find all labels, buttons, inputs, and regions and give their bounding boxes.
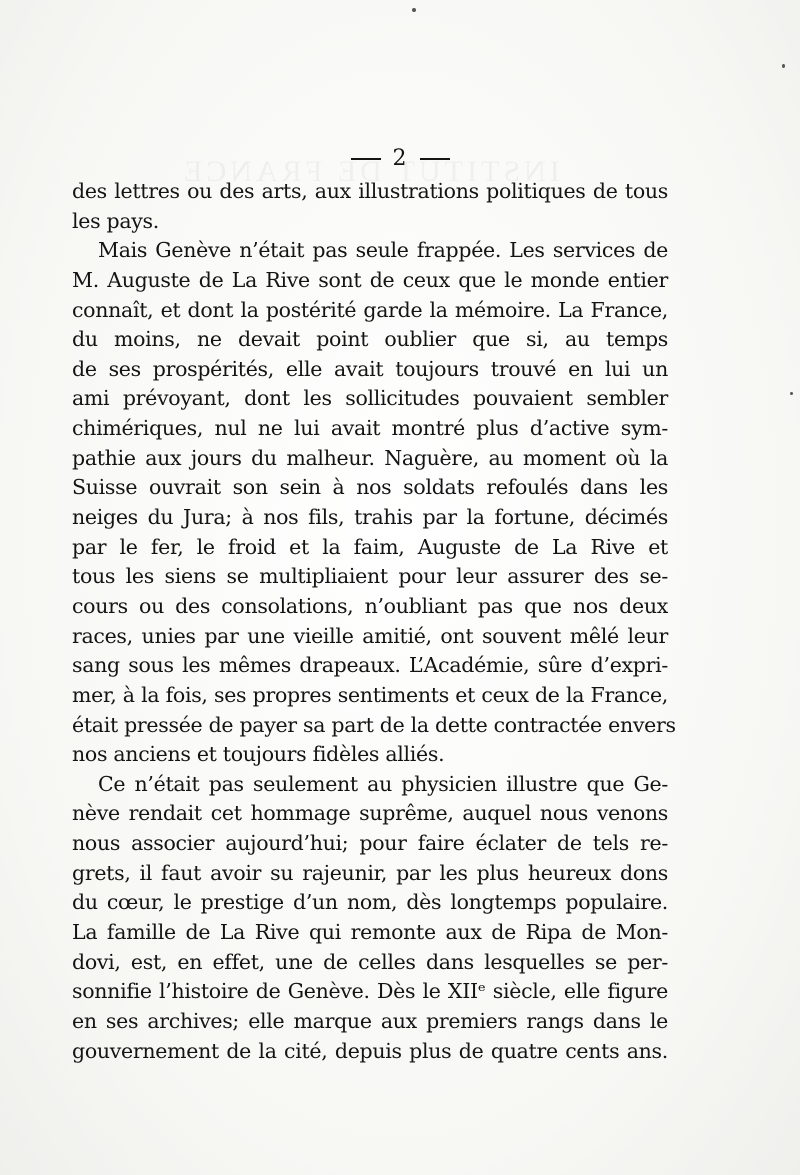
text-line: les pays. — [72, 208, 159, 233]
text-line: M. Auguste de La Rive sont de ceux que le monde entier — [72, 267, 668, 292]
text-line: gouvernement de la cité, depuis plus de quatre cents ans. — [72, 1038, 668, 1063]
text-line: du cœur, le prestige d’un nom, dès longtemps populaire. — [72, 890, 668, 915]
text-line: neiges du Jura; à nos fils, trahis par la fortune, décimés — [72, 505, 668, 530]
text-line: de ses prospérités, elle avait toujours trouvé en lui un — [72, 356, 668, 381]
text-line: grets, il faut avoir su rajeunir, par les plus heureux dons — [72, 860, 668, 885]
page-number: 2 — [392, 146, 408, 171]
paper-speck — [790, 392, 793, 395]
text-line: connaît, et dont la postérité garde la mémoire. La France, — [72, 297, 668, 322]
text-line: Mais Genève n’était pas seule frappée. Les services de — [98, 238, 668, 263]
text-line: chimériques, nul ne lui avait montré plus d’active sym- — [72, 416, 668, 441]
text-line: était pressée de payer sa part de la dette contractée envers — [72, 712, 676, 737]
text-line: cours ou des consolations, n’oubliant pas que nos deux — [72, 593, 668, 618]
paper-speck — [782, 64, 785, 68]
text-line: par le fer, le froid et la faim, Auguste de La Rive et — [72, 534, 668, 559]
text-line: en ses archives; elle marque aux premiers rangs dans le — [72, 1008, 668, 1033]
text-line: ami prévoyant, dont les sollicitudes pouvaient sembler — [72, 386, 668, 411]
text-line: Ce n’était pas seulement au physicien illustre que Ge- — [98, 771, 668, 796]
folio-dash-left — [351, 158, 381, 160]
folio-dash-right — [420, 158, 450, 160]
text-line: tous les siens se multipliaient pour leur assurer des se- — [72, 564, 668, 589]
text-line: pathie aux jours du malheur. Naguère, au moment où la — [72, 445, 668, 470]
text-line: dovi, est, en effet, une de celles dans lesquelles se per- — [72, 949, 668, 974]
text-line: Suisse ouvrait son sein à nos soldats refoulés dans les — [72, 475, 668, 500]
page-number-header — [0, 144, 800, 174]
text-line: du moins, ne devait point oublier que si, au temps — [72, 327, 668, 352]
text-line: nève rendait cet hommage suprême, auquel nous venons — [72, 801, 668, 826]
text-line: sang sous les mêmes drapeaux. L’Académie, sûre d’expri- — [72, 653, 668, 678]
text-line: mer, à la fois, ses propres sentiments et ceux de la France, — [72, 682, 668, 707]
body-text — [72, 177, 676, 1066]
text-line: sonnifie l’histoire de Genève. Dès le XIIᵉ siècle, elle figure — [72, 979, 668, 1004]
text-line: nos anciens et toujours fidèles alliés. — [72, 742, 445, 767]
text-line: races, unies par une vieille amitié, ont souvent mêlé leur — [72, 623, 668, 648]
text-line: La famille de La Rive qui remonte aux de Ripa de Mon- — [72, 920, 668, 945]
text-line: des lettres ou des arts, aux illustrations politiques de tous — [72, 179, 668, 203]
text-line: nous associer aujourd’hui; pour faire éclater de tels re- — [72, 831, 668, 856]
paper-speck — [412, 8, 416, 12]
